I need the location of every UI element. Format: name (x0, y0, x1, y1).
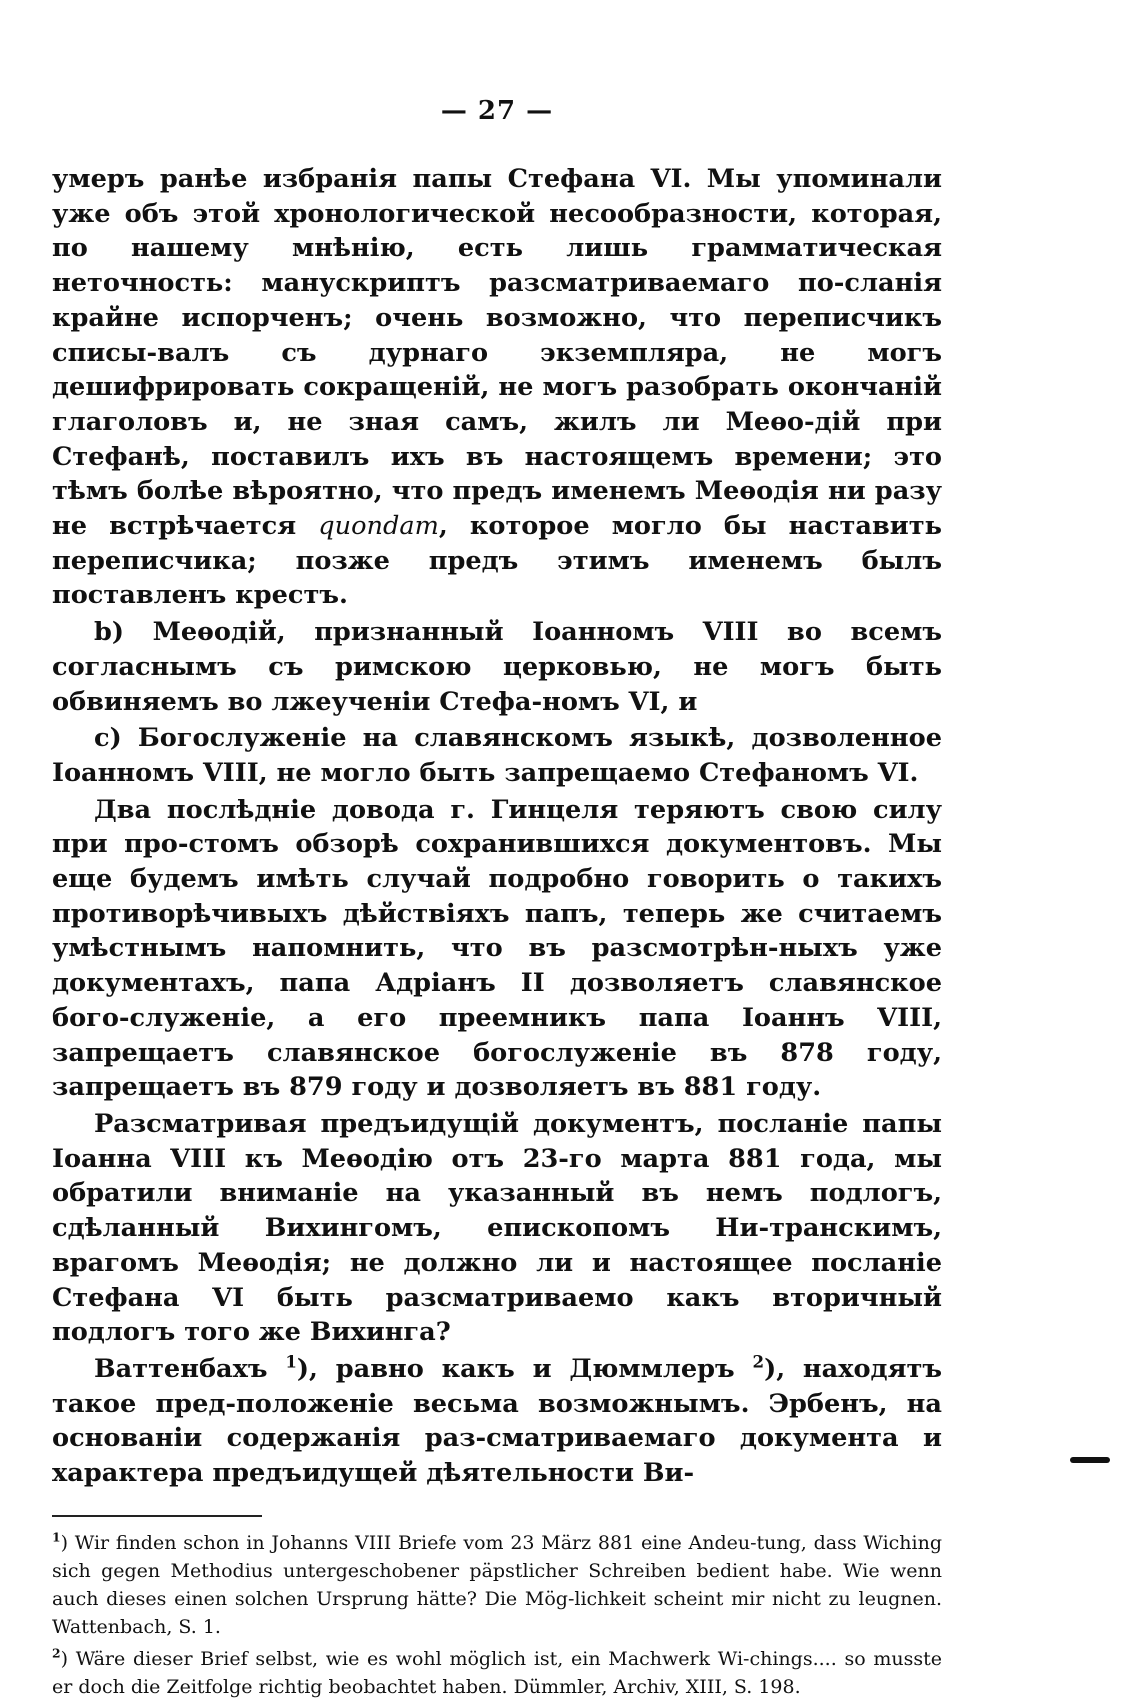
paragraph-4: Два послѣдніе довода г. Гинцеля теряютъ свою силу при про-стомъ обзорѣ сохранившихся документовъ. Мы еще будемъ имѣть случай подробно говорить о такихъ противорѣчивыхъ дѣйствіяхъ папъ, теперь же считаемъ умѣстнымъ напомнить, что въ разсмотрѣн-ныхъ уже документахъ, папа Адріанъ II дозволяетъ славянское бого-служеніе, а его преемникъ папа Іоаннъ VIII, запрещаетъ славянское богослуженіе въ 878 году, запрещаетъ въ 879 году и дозволяетъ въ 881 году. (52, 794, 942, 1103)
paragraph-6-part-2: ), равно какъ и Дюммлеръ (296, 1353, 753, 1384)
footnote-1-text: ) Wir finden schon in Johanns VIII Briefe vom 23 März 881 eine Andeu-tung, dass Wiching sich gegen Methodius untergeschobener päpstlicher Schreiben bedient habe. Wie wenn auch dieses einen solchen Ursprung hätte? Die Mög-lichkeit scheint mir nicht zu leugnen. Wattenbach, S. 1. (52, 1531, 942, 1638)
footnote-2-text: ) Wäre dieser Brief selbst, wie es wohl möglich ist, ein Machwerk Wi-chings.... so musste er doch die Zeitfolge richtig beobachtet haben. Dümmler, Archiv, XIII, S. 198. (52, 1647, 942, 1698)
footnote-2 (52, 1645, 942, 1701)
paragraph-1 (52, 162, 942, 613)
footnote-2-marker: 2 (52, 1645, 61, 1661)
page-number: — 27 — (440, 96, 554, 126)
footnote-divider (52, 1515, 262, 1517)
paragraph-5: Разсматривая предъидущій документъ, посланіе папы Іоанна VIII къ Меѳодію отъ 23-го марта 881 года, мы обратили вниманіе на указанный въ немъ подлогъ, сдѣланный Вихингомъ, епископомъ Ни-транскимъ, врагомъ Меѳодія; не должно ли и настоящее посланіе Стефана VI быть разсматриваемо какъ вторичный подлогъ того же Вихинга? (52, 1108, 942, 1348)
footnote-ref-1: 1 (285, 1351, 297, 1372)
paragraph-6 (52, 1352, 942, 1491)
main-text (52, 162, 942, 1491)
footnote-ref-2: 2 (752, 1351, 765, 1372)
footnote-1 (52, 1529, 942, 1641)
paragraph-1-text-after: , которое могло бы наставить переписчика; позже предъ этимъ именемъ былъ поставленъ крестъ. (52, 511, 942, 611)
paragraph-6-part-3: ), находятъ такое пред-положеніе весьма возможнымъ. Эрбенъ, на основаніи содержанія раз-сматриваемаго документа и характера предъидущей дѣятельности Ви- (52, 1353, 943, 1489)
paragraph-6-part-1: Ваттенбахъ (94, 1353, 286, 1384)
paragraph-3: c) Богослуженіе на славянскомъ языкѣ, дозволенное Іоанномъ VIII, не могло быть запрещаемо Стефаномъ VI. (52, 723, 942, 788)
paragraph-1-text-before: умеръ ранѣе избранія папы Стефана VI. Мы упоминали уже объ этой хронологической несообразности, которая, по нашему мнѣнію, есть лишь грамматическая неточность: манускриптъ разсматриваемаго по-сланія крайне испорченъ; очень возможно, что переписчикъ списы-валъ съ дурнаго экземпляра, не могъ дешифрировать сокращеній, не могъ разобрать окончаній глаголовъ и, не зная самъ, жилъ ли Меѳо-дій при Стефанѣ, поставилъ ихъ въ настоящемъ времени; это тѣмъ болѣе вѣроятно, что предъ именемъ Меѳодія ни разу не встрѣчается (52, 164, 942, 542)
footnote-1-marker: 1 (52, 1529, 61, 1545)
paragraph-2: b) Меѳодій, признанный Іоанномъ VIII во всемъ согласнымъ съ римскою церковью, не могъ быть обвиняемъ во лжеученіи Стефа-номъ VI, и (52, 617, 942, 717)
latin-term-quondam: quondam (318, 511, 439, 542)
document-page (52, 96, 942, 1705)
scan-edge-mark (1070, 1457, 1110, 1463)
footnotes (52, 1529, 942, 1701)
